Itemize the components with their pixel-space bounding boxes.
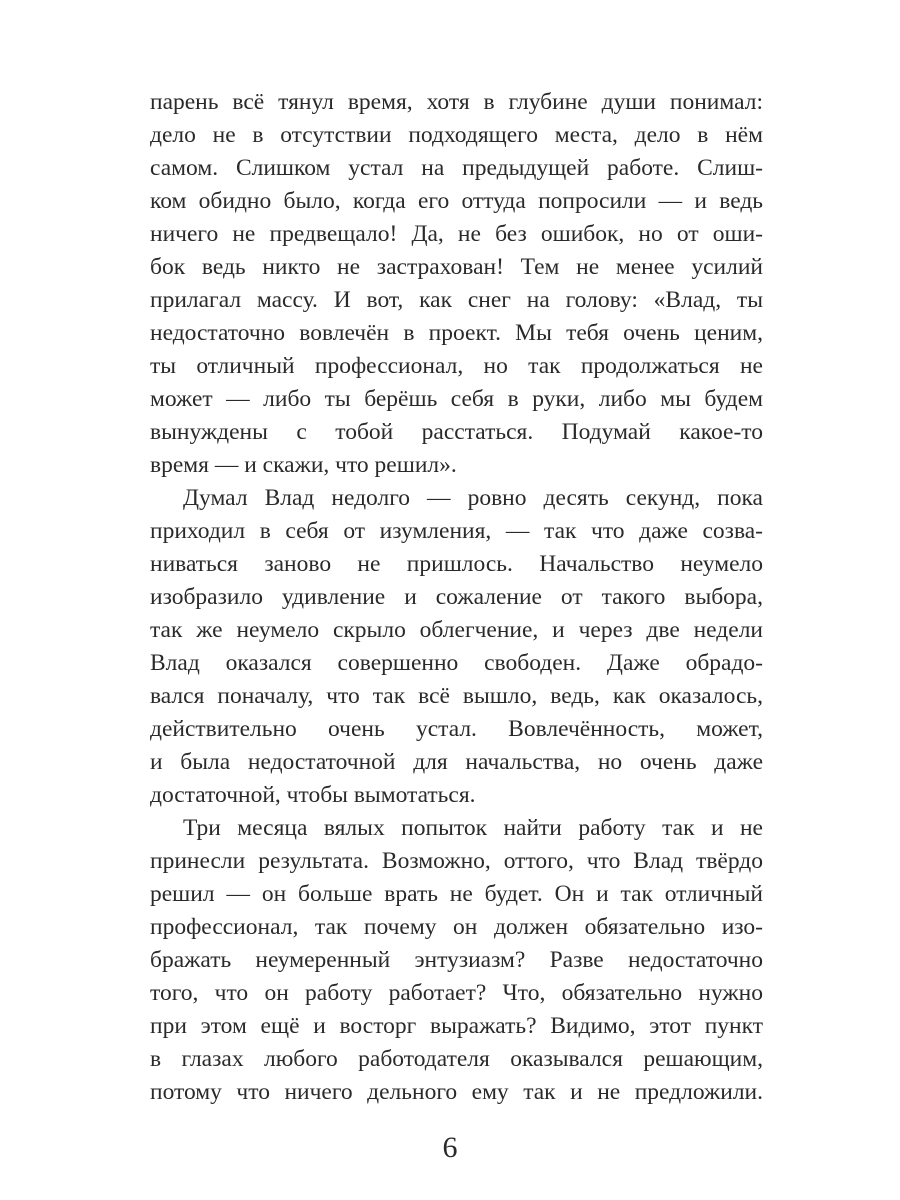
text-line: принесли результата. Возможно, оттого, что Влад твёрдо	[150, 848, 763, 874]
text-line: в глазах любого работодателя оказывался решающим,	[150, 1046, 763, 1072]
text-line: Влад оказался совершенно свободен. Даже обрадо-	[150, 650, 763, 676]
text-line: ничего не предвещало! Да, не без ошибок, но от оши-	[150, 221, 763, 247]
paragraph	[150, 812, 763, 1109]
text-line: прилагал массу. И вот, как снег на голову: «Влад, ты	[150, 287, 763, 313]
text-line: дело не в отсутствии подходящего места, дело в нём	[150, 122, 763, 148]
text-line: потому что ничего дельного ему так и не предложили.	[150, 1079, 763, 1105]
text-line: действительно очень устал. Вовлечённость, может,	[150, 716, 763, 742]
text-line: профессионал, так почему он должен обязательно изо-	[150, 914, 763, 940]
page-body-text	[150, 86, 763, 1109]
text-line: самом. Слишком устал на предыдущей работе. Слиш-	[150, 155, 763, 181]
paragraph	[150, 482, 763, 812]
text-line: Три месяца вялых попыток найти работу так и не	[183, 815, 763, 841]
text-line: решил — он больше врать не будет. Он и так отличный	[150, 881, 763, 907]
text-line: достаточной, чтобы вымотаться.	[150, 782, 476, 808]
paragraph	[150, 86, 763, 482]
text-line: того, что он работу работает? Что, обязательно нужно	[150, 980, 763, 1006]
text-line: вался поначалу, что так всё вышло, ведь, как оказалось,	[150, 683, 763, 709]
text-line: парень всё тянул время, хотя в глубине души понимал:	[150, 89, 763, 115]
text-line: бок ведь никто не застрахован! Тем не менее усилий	[150, 254, 763, 280]
text-line: может — либо ты берёшь себя в руки, либо мы будем	[150, 386, 763, 412]
text-line: вынуждены с тобой расстаться. Подумай какое-то	[150, 419, 763, 445]
page-number: 6	[442, 1131, 458, 1164]
text-line: ты отличный профессионал, но так продолжаться не	[150, 353, 763, 379]
text-line: при этом ещё и восторг выражать? Видимо, этот пункт	[150, 1013, 763, 1039]
text-line: ком обидно было, когда его оттуда попросили — и ведь	[150, 188, 763, 214]
text-line: и была недостаточной для начальства, но очень даже	[150, 749, 763, 775]
text-line: время — и скажи, что решил».	[150, 452, 457, 478]
text-line: приходил в себя от изумления, — так что даже созва-	[150, 518, 763, 544]
text-line: бражать неумеренный энтузиазм? Разве недостаточно	[150, 947, 763, 973]
text-line: так же неумело скрыло облегчение, и через две недели	[150, 617, 763, 643]
text-line: ниваться заново не пришлось. Начальство неумело	[150, 551, 763, 577]
text-line: Думал Влад недолго — ровно десять секунд, пока	[183, 485, 763, 511]
text-line: недостаточно вовлечён в проект. Мы тебя очень ценим,	[150, 320, 763, 346]
text-line: изобразило удивление и сожаление от такого выбора,	[150, 584, 763, 610]
